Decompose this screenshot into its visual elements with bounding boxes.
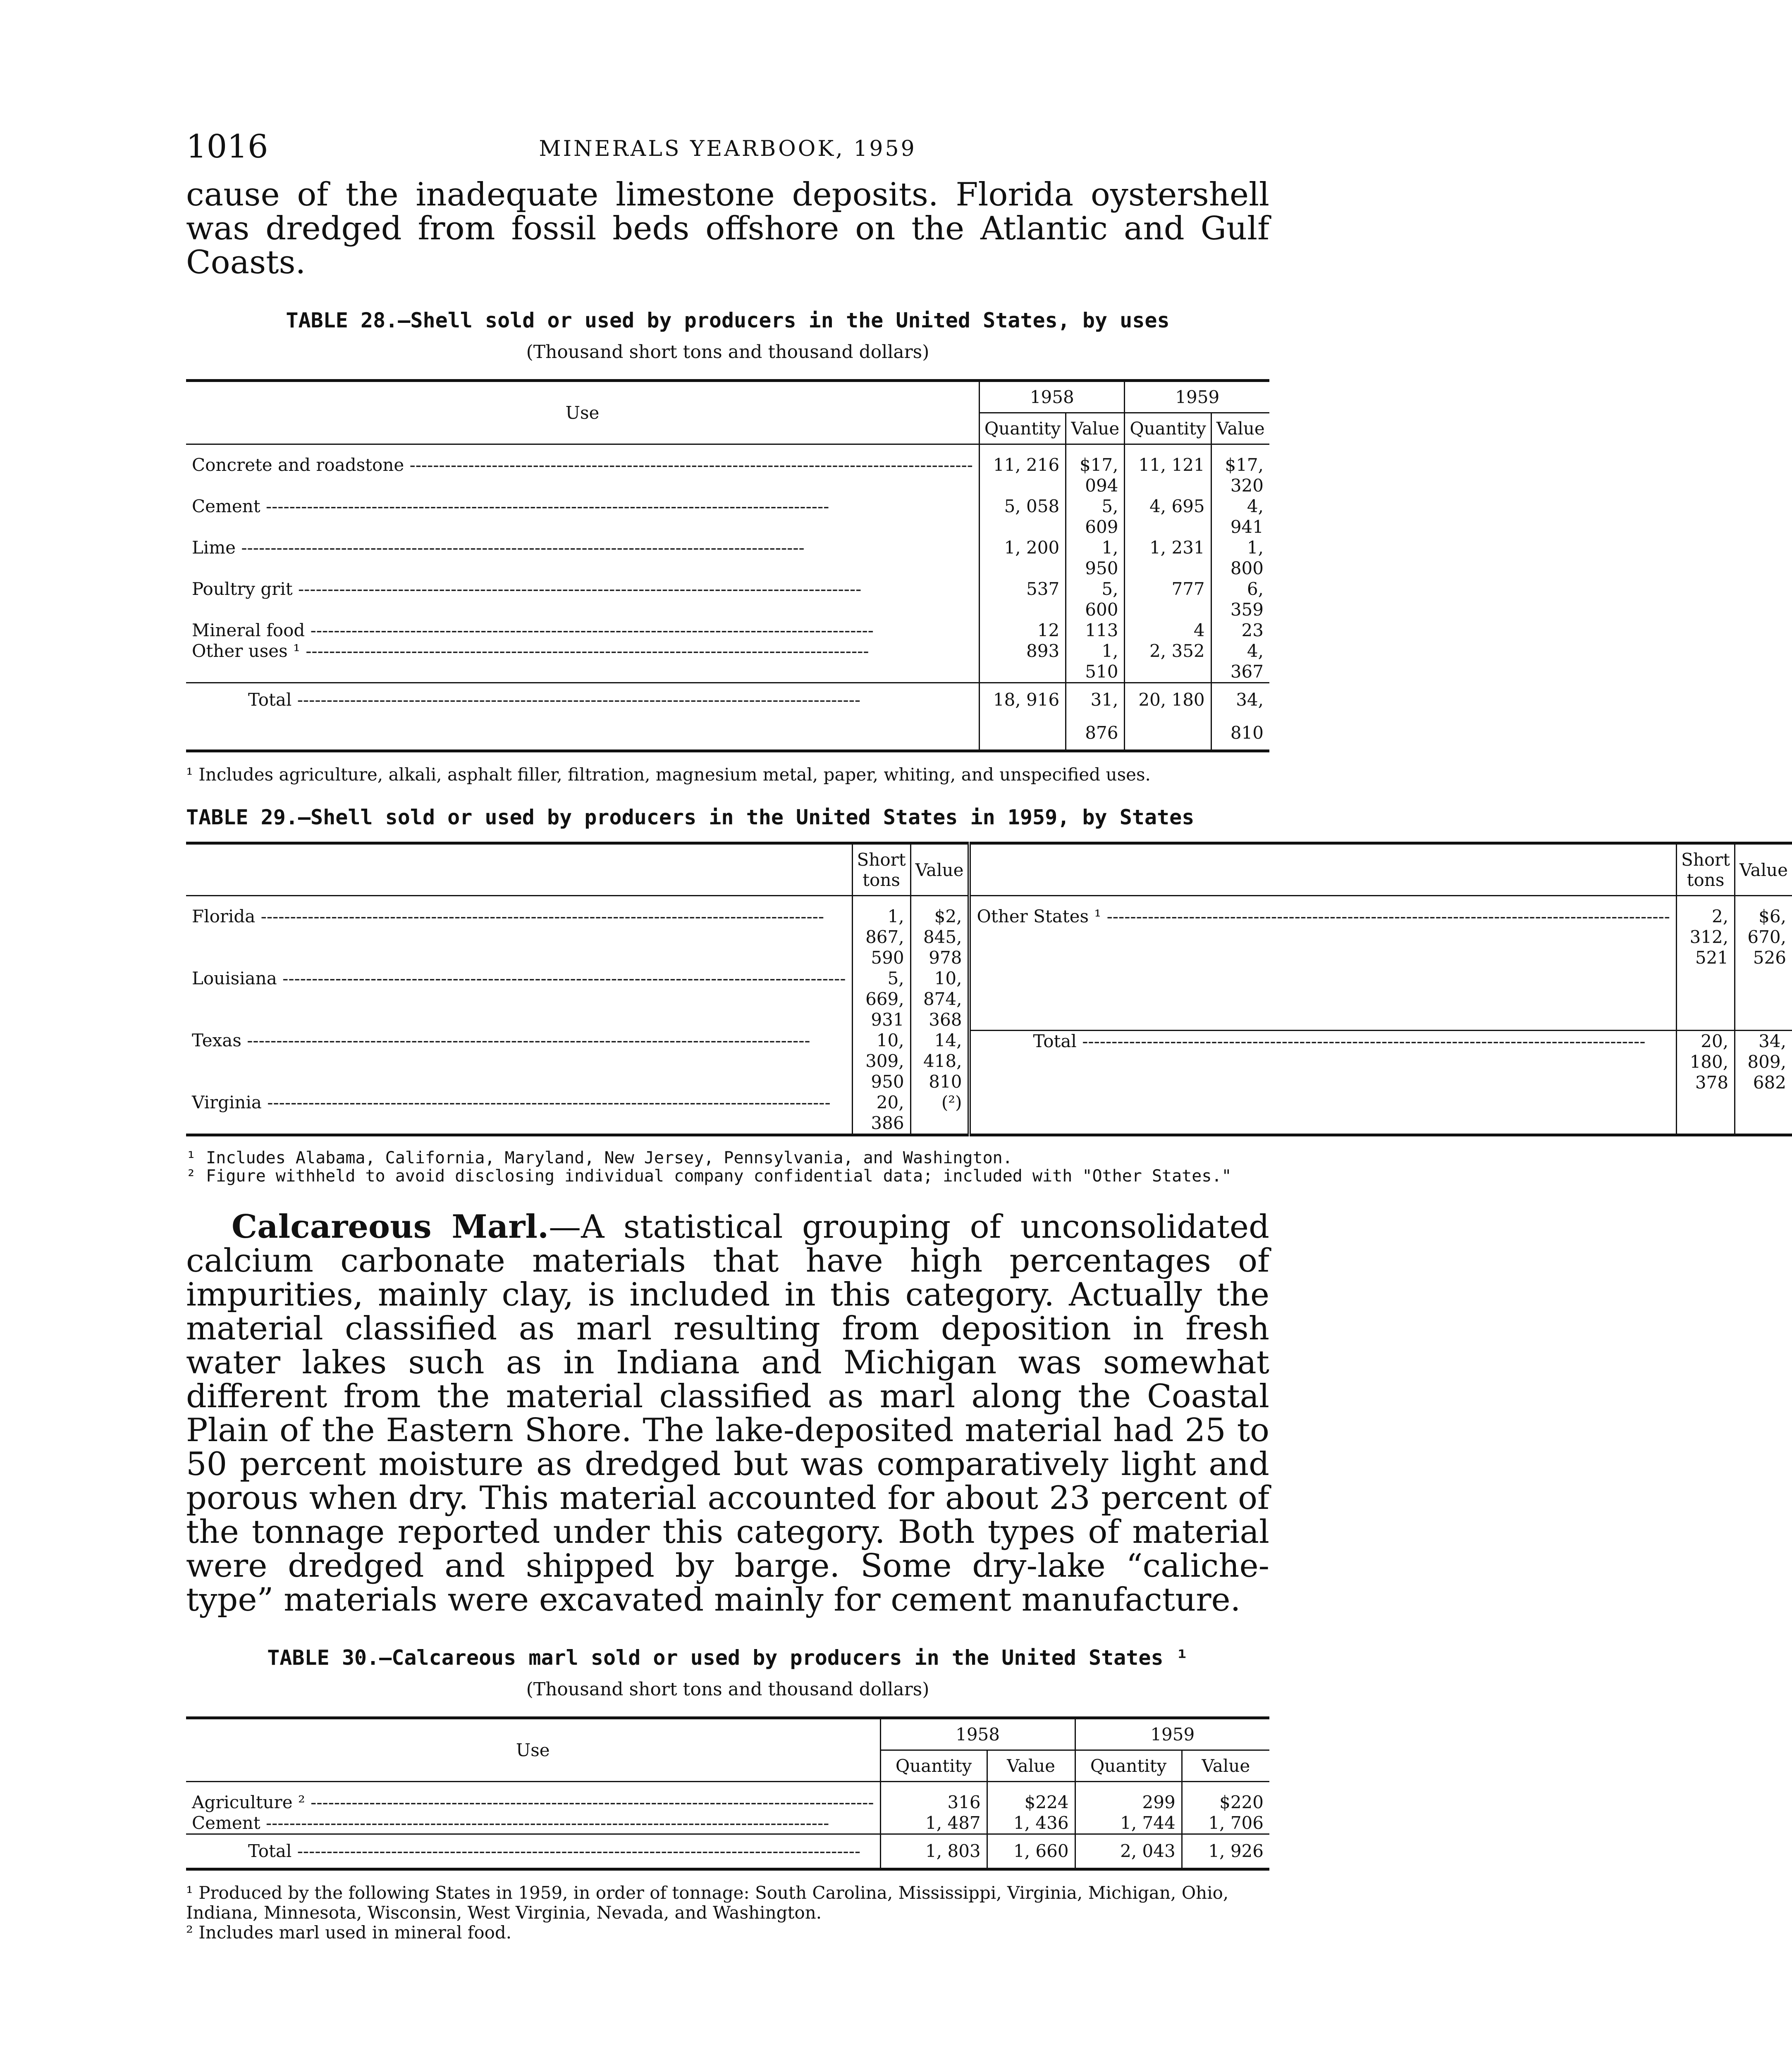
cell: $6, 670, 526 xyxy=(1735,906,1792,1030)
table30-subcaption: (Thousand short tons and thousand dollars) xyxy=(526,1679,929,1700)
table-row xyxy=(186,455,1269,496)
table28 xyxy=(186,379,1269,752)
cell: 2, 043 xyxy=(1075,1834,1182,1869)
table28-use-header: Use xyxy=(186,381,979,444)
cell: 11, 216 xyxy=(979,455,1066,496)
page xyxy=(186,124,1788,1943)
cell: 1, 200 xyxy=(979,537,1066,579)
cell: 1, 706 xyxy=(1182,1813,1269,1834)
cell: $17, 320 xyxy=(1211,455,1269,496)
table30-val-header: Value xyxy=(1182,1750,1269,1782)
cell: 777 xyxy=(1125,579,1211,620)
cell: 31, 876 xyxy=(1066,683,1125,751)
intro-paragraph: cause of the inadequate limestone deposits. Florida oystershell was dredged from fossil beds offshore on the Atlantic and Gulf Coasts. xyxy=(186,176,1269,281)
page-number: 1016 xyxy=(186,128,268,165)
cell: 23 xyxy=(1211,620,1269,641)
cell: 10, 309, 950 xyxy=(852,1030,910,1092)
table30-qty-header: Quantity xyxy=(880,1750,987,1782)
table30-qty-header: Quantity xyxy=(1075,1750,1182,1782)
table-row xyxy=(186,906,1792,968)
cell: 5, 609 xyxy=(1066,496,1125,537)
table28-val-header: Value xyxy=(1066,413,1125,444)
cell: 5, 600 xyxy=(1066,579,1125,620)
row-label: Mineral food ----- xyxy=(186,620,979,641)
table28-qty-header: Quantity xyxy=(1125,413,1211,444)
row-label: Louisiana ----- xyxy=(186,968,852,1030)
table30-val-header: Value xyxy=(987,1750,1075,1782)
row-label: Concrete and roadstone ----- xyxy=(186,455,979,496)
cell: 1, 660 xyxy=(987,1834,1075,1869)
cell: 20, 180 xyxy=(1125,683,1211,751)
row-label: Virginia ----- xyxy=(186,1092,852,1135)
cell: 12 xyxy=(979,620,1066,641)
cell: 4, 367 xyxy=(1211,641,1269,683)
table30-caption: TABLE 30.—Calcareous marl sold or used by producers in the United States ¹ xyxy=(267,1646,1188,1670)
total-label: Total ----- xyxy=(186,1834,880,1869)
cell: 14, 418, 810 xyxy=(910,1030,969,1092)
row-label: Florida ----- xyxy=(186,906,852,968)
cell: 5, 669, 931 xyxy=(852,968,910,1030)
cell: 316 xyxy=(880,1792,987,1813)
cell: $2, 845, 978 xyxy=(910,906,969,968)
table30-footnote-2: ² Includes marl used in mineral food. xyxy=(186,1922,512,1943)
section-text: —A statistical grouping of unconsolidated calcium carbonate materials that have high percentages of impurities, mainly clay, is included in this category. Actually the material classified as marl resulting from deposition in fresh water lakes such as in Indiana and Michigan was somewhat different from the material classified as marl along the Coastal Plain of the Eastern Shore. The lake-deposited material had 25 to 50 percent moisture as dredged but was comparatively light and porous when dry. This material accounted for about 23 percent of the tonnage reported under this category. Both types of material were dredged and shipped by barge. Some dry-lake “caliche-type” materials were excavated mainly for cement manufacture. xyxy=(186,1208,1269,1618)
table30-footnote-1: ¹ Produced by the following States in 1959, in order of tonnage: South Carolina, Mississippi, Virginia, Michigan, Ohio, Indiana, Minnesota, Wisconsin, West Virginia, Nevada, and Washington. xyxy=(186,1883,1229,1923)
cell: 113 xyxy=(1066,620,1125,641)
cell: 1, 803 xyxy=(880,1834,987,1869)
table29-footnote-1: ¹ Includes Alabama, California, Maryland, New Jersey, Pennsylvania, and Washington. xyxy=(186,1148,1013,1167)
row-label: Other uses ¹ ----- xyxy=(186,641,979,683)
table30 xyxy=(186,1716,1269,1871)
cell: 1, 800 xyxy=(1211,537,1269,579)
table28-year-1959: 1959 xyxy=(1125,381,1269,413)
cell: 4, 941 xyxy=(1211,496,1269,537)
cell: 5, 058 xyxy=(979,496,1066,537)
running-title: MINERALS YEARBOOK, 1959 xyxy=(539,136,917,161)
row-label: Other States ¹ ----- xyxy=(969,906,1676,1030)
table-total-row xyxy=(186,683,1269,751)
table-row xyxy=(186,1030,1792,1092)
table-row xyxy=(186,641,1269,683)
cell: 1, 436 xyxy=(987,1813,1075,1834)
cell: 2, 352 xyxy=(1125,641,1211,683)
table28-year-1958: 1958 xyxy=(979,381,1124,413)
table28-footnote: ¹ Includes agriculture, alkali, asphalt filler, filtration, magnesium metal, paper, whiting, and unspecified uses. xyxy=(186,764,1151,785)
cell: (²) xyxy=(910,1092,969,1135)
table-total-row xyxy=(186,1834,1269,1869)
table-row xyxy=(186,620,1269,641)
cell: 34, 809, 682 xyxy=(1735,1030,1792,1135)
page-header xyxy=(186,124,1269,178)
table30-year-1959: 1959 xyxy=(1075,1718,1269,1750)
cell: 893 xyxy=(979,641,1066,683)
cell: 1, 950 xyxy=(1066,537,1125,579)
table-row xyxy=(186,579,1269,620)
table28-qty-header: Quantity xyxy=(979,413,1066,444)
table28-val-header: Value xyxy=(1211,413,1269,444)
table29-value-header: Value xyxy=(910,843,969,896)
row-label: Agriculture ² ----- xyxy=(186,1792,880,1813)
table-row xyxy=(186,496,1269,537)
cell: 11, 121 xyxy=(1125,455,1211,496)
table-row xyxy=(186,537,1269,579)
cell: $17, 094 xyxy=(1066,455,1125,496)
cell: 1, 510 xyxy=(1066,641,1125,683)
cell: 20, 180, 378 xyxy=(1677,1030,1735,1135)
cell: 6, 359 xyxy=(1211,579,1269,620)
cell: 1, 867, 590 xyxy=(852,906,910,968)
marl-paragraph xyxy=(186,1210,1269,1617)
cell: 10, 874, 368 xyxy=(910,968,969,1030)
table29-tons-header: Short tons xyxy=(1677,843,1735,896)
table29-footnote-2: ² Figure withheld to avoid disclosing individual company confidential data; included with "Other States." xyxy=(186,1167,1232,1186)
table29-tons-header: Short tons xyxy=(852,843,910,896)
table28-subcaption: (Thousand short tons and thousand dollars) xyxy=(526,341,929,363)
cell: 2, 312, 521 xyxy=(1677,906,1735,1030)
row-label: Lime ----- xyxy=(186,537,979,579)
cell: 34, 810 xyxy=(1211,683,1269,751)
cell: 1, 744 xyxy=(1075,1813,1182,1834)
total-label: Total ----- xyxy=(969,1030,1676,1135)
table-row xyxy=(186,1792,1269,1813)
row-label: Texas ----- xyxy=(186,1030,852,1092)
table30-year-1958: 1958 xyxy=(880,1718,1075,1750)
cell: 4, 695 xyxy=(1125,496,1211,537)
cell: 537 xyxy=(979,579,1066,620)
table29 xyxy=(186,842,1792,1136)
table30-use-header: Use xyxy=(186,1718,880,1782)
row-label: Cement ----- xyxy=(186,1813,880,1834)
table29-value-header: Value xyxy=(1735,843,1792,896)
cell: $224 xyxy=(987,1792,1075,1813)
cell: 4 xyxy=(1125,620,1211,641)
table28-caption: TABLE 28.—Shell sold or used by producers in the United States, by uses xyxy=(286,308,1170,332)
cell: 1, 926 xyxy=(1182,1834,1269,1869)
cell: 1, 487 xyxy=(880,1813,987,1834)
cell: 18, 916 xyxy=(979,683,1066,751)
cell: 20, 386 xyxy=(852,1092,910,1135)
total-label: Total ----- xyxy=(186,683,979,751)
section-heading: Calcareous Marl. xyxy=(232,1208,549,1246)
row-label: Poultry grit ----- xyxy=(186,579,979,620)
table-row xyxy=(186,1813,1269,1834)
cell: $220 xyxy=(1182,1792,1269,1813)
cell: 1, 231 xyxy=(1125,537,1211,579)
cell: 299 xyxy=(1075,1792,1182,1813)
table29-caption: TABLE 29.—Shell sold or used by producers in the United States in 1959, by States xyxy=(186,805,1195,829)
row-label: Cement ----- xyxy=(186,496,979,537)
